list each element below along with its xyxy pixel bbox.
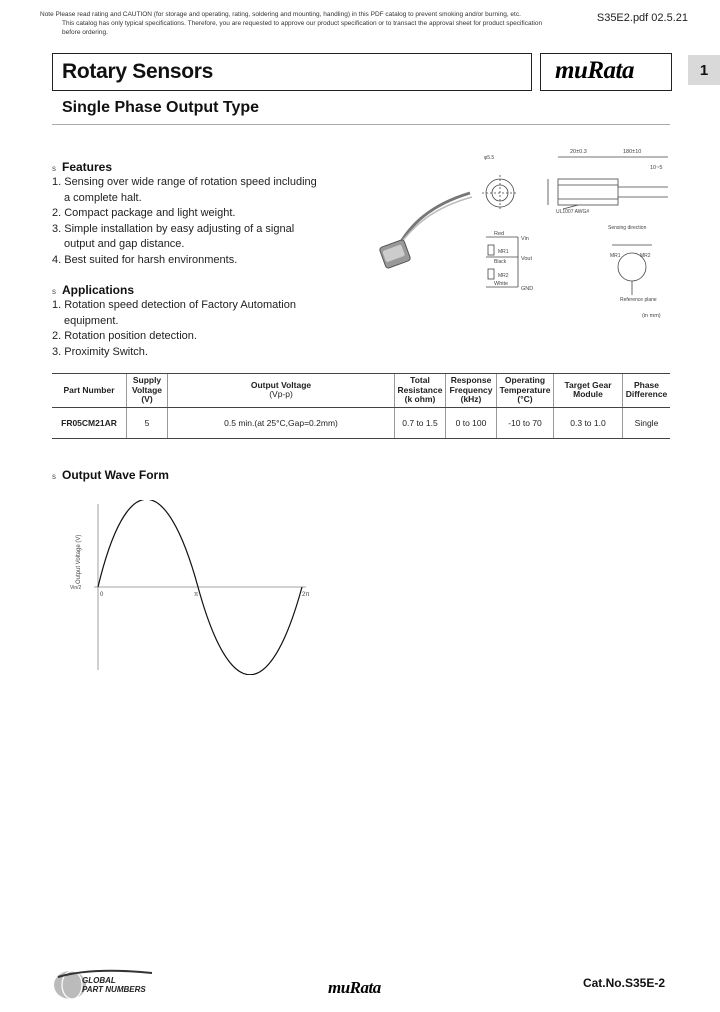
list-item: 1. Rotation speed detection of Factory Automation — [52, 299, 296, 311]
wire-label-white: White — [494, 281, 509, 287]
cell-operating-temperature: -10 to 70 — [497, 407, 554, 438]
mr2-label: MR2 — [498, 273, 509, 279]
mr1-label: MR1 — [498, 249, 509, 255]
col-header: Part Number — [52, 374, 127, 408]
bullet-icon: s — [52, 472, 56, 481]
x-mid-label: π — [194, 592, 199, 598]
wire-label-vout: Vout — [521, 256, 533, 262]
list-item: 4. Best suited for harsh environments. — [52, 253, 238, 266]
note-line-2: This catalog has only typical specifications. Therefore, you are requested to approve our product specification or to transact the approval sheet for product specification before ordering. — [62, 20, 543, 36]
wire-label-black: Black — [494, 259, 507, 265]
sensor-side-outline — [558, 179, 618, 205]
cell-target-gear: 0.3 to 1.0 — [554, 407, 623, 438]
page-subtitle: Single Phase Output Type — [62, 99, 260, 116]
x-end-label: 2π — [302, 592, 310, 598]
note-line-1: Note Please read rating and CAUTION (for storage and operating, rating, soldering and mounting, handling) in this PDF catalog to prevent smoking and/or burning, etc. — [40, 11, 521, 18]
gpn-text-1: GLOBAL — [82, 976, 116, 985]
direction-label: Sensing direction — [608, 225, 647, 231]
brand-logo: muRata — [555, 57, 634, 84]
list-item: 2. Compact package and light weight. — [52, 207, 236, 219]
catalog-number: Cat.No.S35E-2 — [582, 976, 665, 990]
list-item: output and gap distance. — [64, 238, 185, 250]
dimension-drawing — [478, 145, 673, 320]
unit-label: (in mm) — [642, 313, 661, 319]
list-item: 3. Proximity Switch. — [52, 345, 148, 358]
spec-table — [52, 373, 670, 439]
x-start-label: 0 — [100, 592, 104, 598]
list-item: equipment. — [64, 314, 119, 327]
cable-label: UL1007 AWG# — [556, 209, 590, 215]
cell-phase-difference: Single — [623, 407, 671, 438]
list-item: 2. Rotation position detection. — [52, 330, 197, 342]
table-header-row — [52, 374, 670, 408]
col-header: Phase Difference — [623, 374, 671, 408]
applications-list — [52, 298, 352, 360]
applications-heading — [52, 283, 134, 297]
applications-heading-text: Applications — [62, 283, 135, 297]
mr-element — [488, 245, 494, 255]
dim-label-top1: 20±0.3 — [570, 149, 587, 155]
title-box — [52, 53, 532, 91]
cell-resistance: 0.7 to 1.5 — [395, 407, 446, 438]
catalog-note — [40, 10, 560, 37]
features-heading-text: Features — [62, 160, 113, 174]
col-header: Response Frequency (kHz) — [446, 374, 497, 408]
face-mr2-label: MR2 — [640, 253, 651, 259]
brand-logo-box — [540, 53, 672, 91]
sensor-photo — [370, 185, 480, 280]
face-mr1-label: MR1 — [610, 253, 621, 259]
page-tab: 1 — [688, 55, 720, 85]
dim-label-right: 10~5 — [650, 165, 663, 171]
waveform-plot — [66, 500, 326, 675]
wire-label-vin: Vin — [521, 236, 529, 242]
sensor-cable-highlight — [398, 197, 472, 247]
list-item: 1. Sensing over wide range of rotation speed including — [52, 176, 317, 188]
page-title: Rotary Sensors — [62, 60, 214, 83]
document-reference: S35E2.pdf 02.5.21 — [596, 12, 688, 24]
features-heading — [52, 160, 112, 174]
cell-supply-voltage: 5 — [127, 407, 168, 438]
footer-brand-logo: muRata — [328, 978, 381, 997]
gpn-text-2: PART NUMBERS — [82, 985, 146, 994]
bullet-icon: s — [52, 164, 56, 173]
y-mark-label: Vin/2 — [70, 585, 82, 591]
reference-label: Reference plane — [620, 297, 657, 303]
waveform-heading — [52, 468, 169, 482]
global-part-numbers-logo — [52, 965, 162, 1001]
list-item: a complete halt. — [64, 191, 142, 204]
waveform-heading-text: Output Wave Form — [62, 468, 169, 482]
bullet-icon: s — [52, 287, 56, 296]
col-header: Output Voltage (Vp-p) — [168, 374, 395, 408]
cell-part-number: FR05CM21AR — [52, 407, 127, 438]
mr-element — [488, 269, 494, 279]
list-item: 3. Simple installation by easy adjusting of a signal — [52, 222, 295, 235]
col-header: Total Resistance (k ohm) — [395, 374, 446, 408]
cell-response-frequency: 0 to 100 — [446, 407, 497, 438]
wire-label-red: Red — [494, 231, 505, 237]
wire-label-gnd: GND — [521, 286, 534, 292]
features-list — [52, 175, 352, 268]
col-header: Target Gear Module — [554, 374, 623, 408]
col-header: Operating Temperature (°C) — [497, 374, 554, 408]
table-row — [52, 407, 670, 438]
divider — [52, 124, 670, 125]
y-axis-label: Output Voltage (V) — [76, 534, 82, 584]
dim-label-top2: 180±10 — [623, 149, 642, 155]
dim-label-left: φ5.5 — [484, 155, 495, 161]
cell-output-voltage: 0.5 min.(at 25°C,Gap=0.2mm) — [168, 407, 395, 438]
col-header: Supply Voltage (V) — [127, 374, 168, 408]
